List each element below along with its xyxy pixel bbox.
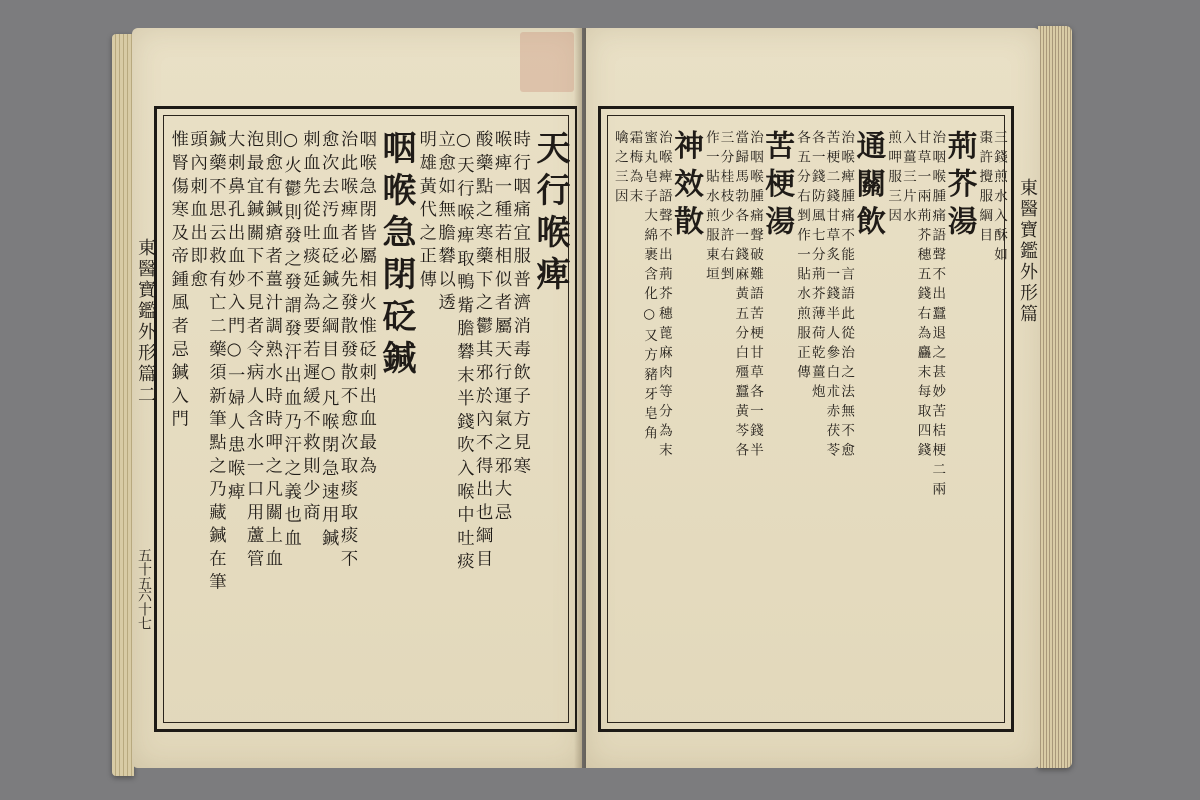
section-heading: 苦梗湯 (761, 130, 797, 243)
text-column: 三分桂枝少許右剉 (717, 130, 734, 287)
text-column: 大刺鼻孔出血妙入門○一婦人患喉痺 (224, 130, 245, 506)
text-column: 惟腎傷寒及帝鍾風者忌鍼入門 (167, 130, 188, 433)
text-column: 明雄黃代之正傳 (415, 130, 436, 294)
section-heading: 天行喉痺 (529, 130, 570, 298)
text-column: 治此喉痺者必先發散發散不愈次取痰取痰不 (337, 130, 357, 573)
right-page-edges (1038, 26, 1072, 768)
right-text-frame (598, 106, 1014, 732)
text-column: 咽喉急閉皆屬相火惟砭刺出血最為 (355, 130, 376, 480)
text-column: 苦梗二錢甘草炙一錢半人參白朮赤茯苓 (823, 130, 840, 463)
text-column: 甘草一兩荊芥穗五錢右為麤末每取四錢 (914, 130, 931, 463)
text-column: 噙之三因 (611, 130, 628, 209)
text-column: 各一錢防風七分荊芥薄荷乾薑炮 (808, 130, 825, 404)
text-column: 入薑三片水 (899, 130, 916, 228)
right-margin-title: 東醫寶鑑外形篇 (1017, 178, 1038, 325)
text-column: 治喉痺語聲不出荊芥穗蓖麻肉等分為末 (655, 130, 672, 463)
right-page (586, 28, 1040, 768)
text-column: 泡最宜鍼關下不見者令病人含水一口用蘆管 (243, 130, 263, 573)
text-column: 鍼藥不思云救有亡二藥須新筆點之乃藏鍼在筆 (205, 130, 226, 596)
text-column: 治咽喉腫痛聲破難語苦梗甘草各一錢半 (747, 130, 764, 463)
text-column: 喉痺一種若相似者屬天行運氣之邪大忌 (491, 130, 511, 526)
text-column: 立愈如無膽礬以透 (434, 130, 455, 317)
open-book (112, 20, 1072, 780)
text-column: 各五分右剉作一貼水煎服正傳 (793, 130, 810, 385)
text-column: 三錢煎水入酥如 (990, 130, 1007, 267)
text-column: ○天行喉痺取鴨觜膽礬末半錢吹入喉中吐痰 (453, 130, 474, 576)
left-page (132, 28, 582, 768)
text-column: 棗許攪服綱目 (976, 130, 993, 248)
section-heading: 荊芥湯 (943, 130, 979, 243)
left-text-frame (154, 106, 577, 732)
folio-top: 五十五 (136, 548, 152, 590)
section-heading: 咽喉急閉砭鍼 (375, 130, 416, 382)
left-page-edges (112, 34, 134, 776)
text-column: 酸藥點之寒藥下之鬱其邪於內不得出也綱目 (472, 130, 493, 573)
text-column: ○火鬱則發之發謂發汗出血乃汗之義也血 (280, 130, 301, 552)
text-column: 則愈有鍼瘡者薑汁調熟水時時呷之凡關上血 (261, 130, 282, 573)
right-inner-frame (607, 115, 1005, 723)
text-column: 煎呷服三因 (885, 130, 902, 228)
section-heading: 通關飲 (852, 130, 888, 243)
text-column: 蜜丸皂子大綿裹含化○又方豬牙皂角 (641, 130, 658, 446)
text-column: 治喉痺腫痛不能言語此從治之法無不愈 (838, 130, 855, 463)
text-column: 當歸馬勃各一錢麻黃五分白殭蠶黃芩各 (732, 130, 749, 463)
folio-bottom: 六十七 (136, 588, 152, 630)
text-column: 霜梅為末 (626, 130, 643, 209)
section-heading: 神效散 (670, 130, 706, 243)
left-margin-title: 東醫寶鑑外形篇二 (135, 238, 156, 406)
library-stamp (520, 32, 574, 92)
left-inner-frame (163, 115, 569, 723)
text-column: 刺血先從吐痰延為要若遲緩不救則少商 (299, 130, 320, 526)
text-column: 頭內刺血出即愈 (186, 130, 207, 294)
text-column: 愈次去汚血砭鍼之綱目○凡喉閉急速用鍼 (318, 130, 339, 552)
text-column: 治咽喉腫痛語聲不出蠶退之甚妙苦桔梗二兩 (929, 130, 946, 502)
text-column: 時行咽痛宜服普濟消毒飲子方見寒 (509, 130, 530, 480)
text-column: 作一貼水煎服東垣 (702, 130, 719, 287)
